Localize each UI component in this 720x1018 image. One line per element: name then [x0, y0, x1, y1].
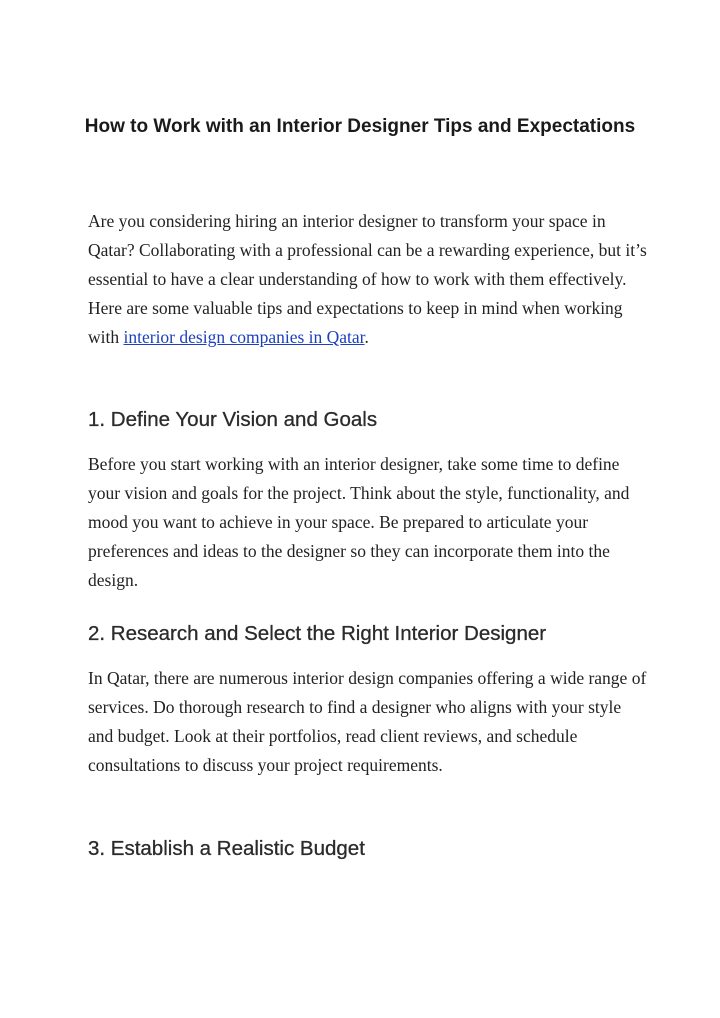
page-title: How to Work with an Interior Designer Tips and Expectations [84, 116, 636, 137]
intro-paragraph [88, 207, 648, 352]
intro-text-end: . [364, 327, 369, 347]
intro-text: Are you considering hiring an interior designer to transform your space in Qatar? Collaborating with a professional can be a rewarding experience, but it’s essential to have a clear understanding of how to work with them effectively. Here are some valuable tips and expectations to keep in mind when working with [88, 211, 647, 347]
section-body-vision: Before you start working with an interior designer, take some time to define your vision and goals for the project. Think about the style, functionality, and mood you want to achieve in your space. Be prepared to articulate your preferences and ideas to the designer so they can incorporate them into the design. [88, 454, 630, 590]
section-heading-vision: 1. Define Your Vision and Goals [88, 408, 378, 431]
section-heading-budget: 3. Establish a Realistic Budget [88, 837, 365, 860]
interior-design-companies-link[interactable]: interior design companies in Qatar [123, 327, 365, 347]
section-body-research: In Qatar, there are numerous interior design companies offering a wide range of services. Do thorough research to find a designer who aligns with your style and budget. Look at their portfolios, read client reviews, and schedule consultations to discuss your project requirements. [88, 668, 647, 775]
section-heading-research: 2. Research and Select the Right Interior Designer [88, 622, 547, 645]
